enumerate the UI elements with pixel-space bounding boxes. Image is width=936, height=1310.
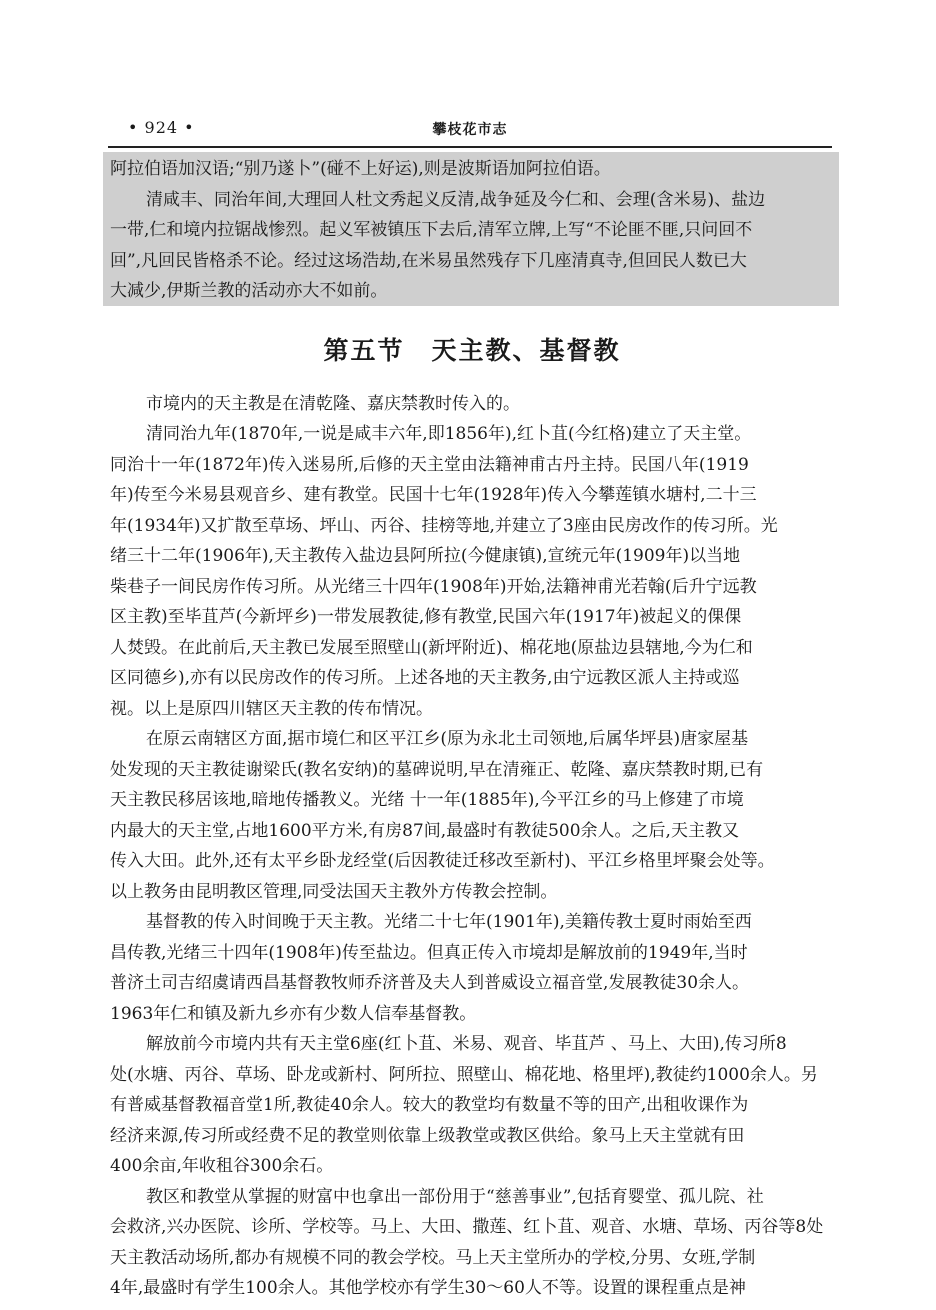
text-line: 柴巷子一间民房作传习所。从光绪三十四年(1908年)开始,法籍神甫光若翰(后升宁远教 [110,576,757,597]
text-line: 4年,最盛时有学生100余人。其他学校亦有学生30～60人不等。设置的课程重点是神 [110,1278,746,1298]
text-line: 以上教务由昆明教区管理,同受法国天主教外方传教会控制。 [110,881,558,902]
text-line: 区同德乡),亦有以民房改作的传习所。上述各地的天主教务,由宁远教区派人主持或巡 [110,668,740,688]
text-line: 同治十一年(1872年)传入迷易所,后修的天主堂由法籍神甫古丹主持。民国八年(1919 [110,454,749,475]
text-line: 阿拉伯语加汉语;“别乃遂卜”(碰不上好运),则是波斯语加阿拉伯语。 [110,159,611,179]
page-number: • 924 • [128,118,195,137]
text-line: 普济土司吉绍虞请西昌基督教牧师乔济普及夫人到普威设立福音堂,发展教徒30余人。 [110,973,750,993]
text-line: 在原云南辖区方面,据市境仁和区平江乡(原为永北土司领地,后属华坪县)唐家屋基 [146,729,749,749]
text-line: 解放前今市境内共有天主堂6座(红卜苴、米易、观音、毕苴芦 、马上、大田),传习所8 [146,1034,787,1054]
text-line: 有普威基督教福音堂1所,教徒40余人。较大的教堂均有数量不等的田产,出租收课作为 [110,1095,749,1115]
section-heading: 第五节 天主教、基督教 [323,335,621,365]
text-line: 基督教的传入时间晚于天主教。光绪二十七年(1901年),美籍传教士夏时雨始至西 [146,912,752,932]
text-line: 年)传至今米易县观音乡、建有教堂。民国十七年(1928年)传入今攀莲镇水塘村,二十三 [110,485,757,505]
text-line: 处发现的天主教徒谢梁氏(教名安纳)的墓碑说明,早在清雍正、乾隆、嘉庆禁教时期,已有 [110,759,764,780]
text-line: 传入大田。此外,还有太平乡卧龙经堂(后因教徒迁移改至新村)、平江乡格里坪聚会处等。 [110,851,775,871]
text-line: 年(1934年)又扩散至草场、坪山、丙谷、挂榜等地,并建立了3座由民房改作的传习所。光 [110,515,778,536]
text-line: 会救济,兴办医院、诊所、学校等。马上、大田、撒莲、红卜苴、观音、水塘、草场、丙谷等8处 [110,1217,824,1237]
text-line: 清咸丰、同治年间,大理回人杜文秀起义反清,战争延及今仁和、会理(含米易)、盐边 [146,189,766,210]
running-header [108,112,832,148]
text-line: 市境内的天主教是在清乾隆、嘉庆禁教时传入的。 [146,393,520,414]
text-line: 处(水塘、丙谷、草场、卧龙或新村、阿所拉、照壁山、棉花地、格里坪),教徒约1000余人。另 [110,1064,818,1085]
text-line: 绪三十二年(1906年),天主教传入盐边县阿所拉(今健康镇),宣统元年(1909年)以当地 [110,546,741,566]
text-line: 大减少,伊斯兰教的活动亦大不如前。 [110,281,388,301]
book-title: 攀枝花市志 [432,122,508,138]
text-line: 区主教)至毕苴芦(今新坪乡)一带发展教徒,修有教堂,民国六年(1917年)被起义的倮倮 [110,607,742,627]
text-line: 天主教活动场所,都办有规模不同的教会学校。马上天主堂所办的学校,分男、女班,学制 [110,1247,756,1268]
text-line: 昌传教,光绪三十四年(1908年)传至盐边。但真正传入市境却是解放前的1949年,当时 [110,942,748,963]
text-line: 天主教民移居该地,暗地传播教义。光绪 十一年(1885年),今平江乡的马上修建了市境 [110,790,744,810]
text-line: 1963年仁和镇及新九乡亦有少数人信奉基督教。 [110,1003,477,1024]
text-line: 人焚毁。在此前后,天主教已发展至照壁山(新坪附近)、棉花地(原盐边县辖地,今为仁和 [110,637,753,658]
text-line: 一带,仁和境内拉锯战惨烈。起义军被镇压下去后,清军立牌,上写“不论匪不匪,只问回不 [110,220,753,240]
text-line: 清同治九年(1870年,一说是咸丰六年,即1856年),红卜苴(今红格)建立了天主堂。 [146,424,752,444]
highlighted-paragraphs [110,154,834,307]
text-line: 400余亩,年收租谷300余石。 [110,1156,334,1176]
text-line: 视。以上是原四川辖区天主教的传布情况。 [110,698,433,719]
text-line: 内最大的天主堂,占地1600平方米,有房87间,最盛时有教徒500余人。之后,天主教又 [110,820,739,841]
text-line: 教区和教堂从掌握的财富中也拿出一部份用于“慈善事业”,包括育婴堂、孤儿院、社 [146,1186,764,1207]
text-line: 回”,凡回民皆格杀不论。经过这场浩劫,在米易虽然残存下几座清真寺,但回民人数已大 [110,250,747,271]
body-paragraphs [110,389,834,1304]
text-line: 经济来源,传习所或经费不足的教堂则依靠上级教堂或教区供给。象马上天主堂就有田 [110,1125,745,1146]
page-content [110,154,834,1304]
